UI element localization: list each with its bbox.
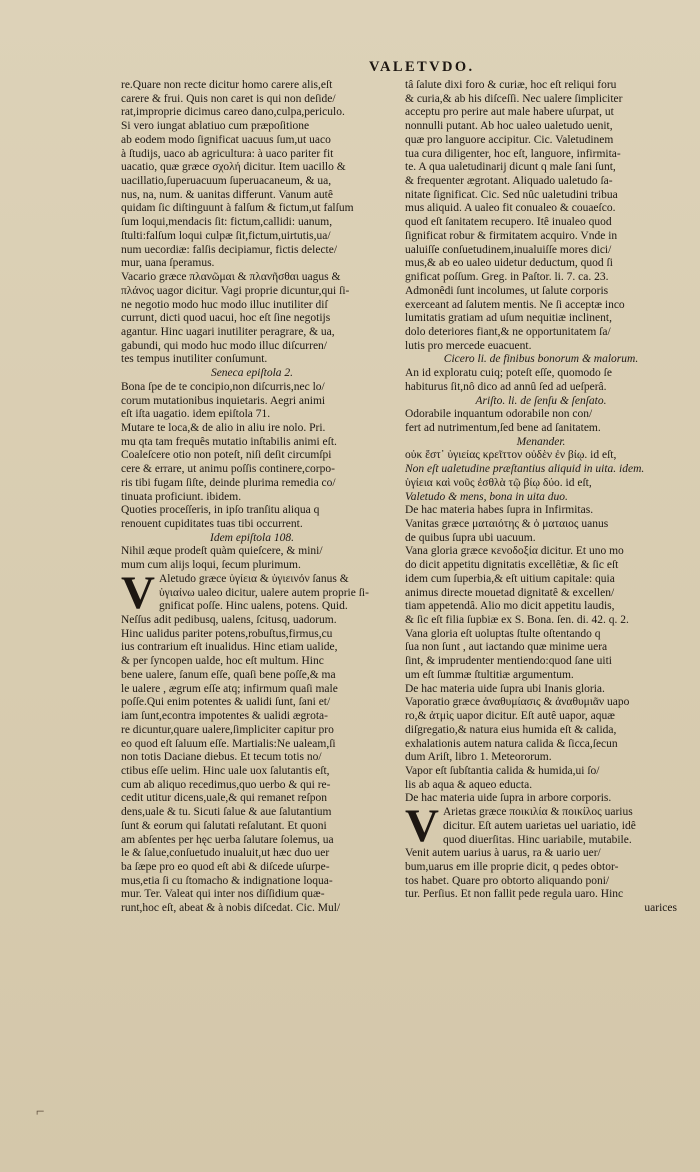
- text-line: am abſentes per hęc uerba ſalutare ſolemus, ua: [121, 833, 334, 846]
- text-line: Vanitas græce ματαιότης & ὁ ματαιος uanus: [405, 518, 609, 530]
- text-line: Vana gloria eſt uoluptas ſtulte oſtentando q: [405, 627, 601, 640]
- text-line: mus aliquid. A ualeo fit conualeo & couaeſco.: [405, 202, 616, 215]
- text-line: lumitatis gratiam ad uſum nequitiæ inclinent,: [405, 312, 612, 325]
- text-line: πλάνος uagor dicitur. Vagi proprie dicuntur,qui ſi-: [121, 284, 350, 297]
- text-line: renouent cupiditates tuas tibi occurrent.: [121, 518, 303, 530]
- text-line: currunt, dicti quod uacui, hoc eſt ſine negotijs: [121, 312, 331, 325]
- text-line: diſgregatio,& natura eius humida eſt & calida,: [405, 723, 617, 736]
- catchword: uarices: [644, 902, 677, 915]
- text-line: rat,improprie dicimus careo dano,culpa,periculo.: [121, 106, 345, 119]
- text-line: re.Quare non recte dicitur homo carere alis,eſt: [121, 79, 333, 91]
- text-line: gabundi, qui modo huc modo illuc diſcurren/: [121, 339, 328, 352]
- text-line: tinuata proficiunt. ibidem.: [121, 490, 242, 503]
- text-line: ba ſæpe pro eo quod eſt abi & diſcede uſurpe-: [121, 860, 330, 873]
- text-line: quod eſt ſanitatem recupero. Itê inualeo quod: [405, 216, 612, 229]
- margin-mark-icon: ⌐: [36, 1104, 45, 1120]
- text-line: mur. Ter. Valeat qui inter nos diſſidium quæ-: [121, 888, 325, 901]
- text-line: uacillatio,ſuperuacuum ſuperuacaneum, & ua,: [121, 175, 332, 188]
- text-line: dens,uale & tu. Sicuti ſalue & aue ſalutantium: [121, 806, 332, 819]
- text-line: tua cura diligenter, hoc eſt, languore, infirmita-: [405, 147, 621, 160]
- text-line: Hinc ualidus pariter potens,robuſtus,firmus,cu: [121, 627, 333, 640]
- text-line: tos habet. Quare pro obtorto aliquando poni/: [405, 874, 610, 887]
- text-line: bene ualere, ſanum eſſe, quaſi bene poſſe,& ma: [121, 668, 336, 681]
- drop-cap-v: V: [405, 800, 439, 853]
- text-line: de quibus ſupra ubi uacuum.: [405, 531, 536, 544]
- text-line: Non eſt ualetudine præſtantius aliquid in uita. idem.: [405, 463, 645, 476]
- text-line: De hac materia habes ſupra in Infirmitas.: [405, 504, 594, 517]
- text-line: acceptu pro perire aut male habere uſurpat, ut: [405, 106, 614, 119]
- text-line: ſum loqui,mendacis ſit: fictum,callidi: uanum,: [121, 216, 333, 229]
- text-line: corum mutationibus inquietaris. Aegri animi: [121, 394, 326, 407]
- text-line: ius contrarium eſt inualidus. Hinc etiam ualide,: [121, 641, 338, 654]
- text-line: bum,uarus em ille proprie dicit, q pedes obtor-: [405, 860, 619, 873]
- text-line: dum Ariſt, libro 1. Meteororum.: [405, 751, 552, 764]
- text-line: runt,hoc eſt, abeat & à nobis diſcedat. Cic. Mul/: [121, 902, 341, 915]
- text-line: Aletudo græce ὑγίεια & ὑγιεινόν ſanus &: [158, 572, 349, 585]
- text-line: le & ſalue,conſuetudo inualuit,ut hæc duo uer: [121, 847, 330, 860]
- text-line: Vaporatio græce ἀναθυμίασις & ἀναθυμιᾶν uapo: [405, 696, 630, 709]
- text-line: ſtulti:falſum loqui culpæ ſit,fictum,uirtutis,ua/: [121, 229, 331, 242]
- text-line: poſſe.Qui enim potentes & ualidi ſunt, ſani et/: [121, 696, 331, 709]
- text-line: cere & errare, ut animu poſſis continere,corpo-: [121, 463, 335, 476]
- text-line: re dicuntur,quare ualere,ſimpliciter capitur pro: [121, 723, 334, 736]
- text-line: dolo deteriores fiant,& ne opportunitatem ſa/: [405, 325, 611, 338]
- text-line: & curia,& ab his diſceſſi. Nec ualere ſimpliciter: [405, 92, 623, 105]
- text-line: animus directe mouetad dignitatê & excellen/: [405, 586, 615, 599]
- text-line: carere & frui. Quis non caret is qui non deſide/: [121, 92, 336, 105]
- text-line: Venit autem uarius à uarus, ra & uario uer/: [405, 847, 601, 860]
- text-line: mu qta tam frequês mutatio inſtabilis animi eſt.: [121, 435, 337, 448]
- text-line: Neſſus adit pedibusq, ualens, ſcitusq, uadorum.: [121, 614, 337, 627]
- text-line: ris tibi fugam ſiſte, deinde plurima remedia co/: [121, 476, 336, 489]
- text-line: mur, uana ſperamus.: [121, 257, 215, 270]
- text-line: Bona ſpe de te concipio,non diſcurris,nec lo/: [121, 380, 325, 393]
- text-line: eo quod eſt ſaluum eſſe. Martialis:Ne ualeam,ſi: [121, 737, 336, 750]
- running-head: VALETVDO.: [369, 59, 475, 75]
- text-line: Mutare te loca,& de alio in aliu ire nolo. Pri.: [121, 421, 326, 434]
- text-line: De hac materia uide ſupra ubi Inanis gloria.: [405, 682, 605, 695]
- text-line: nonnulli putant. Ab hoc ualeo ualetudo uenit,: [405, 120, 613, 133]
- text-line: iam ſunt,econtra impotentes & ualidi ægrota-: [121, 710, 328, 723]
- text-line: gnificat poſſum. Greg. in Paſtor. li. 7. ca. 23.: [405, 271, 609, 284]
- text-line: exhalationis autem natura calida & ſicca,ſecun: [405, 737, 618, 750]
- text-line: ro,& ἀτμὶς uapor dicitur. Eſt autê uapor, aquæ: [405, 710, 615, 723]
- text-line: lis ab aqua & aqueo educta.: [405, 778, 533, 791]
- text-line: ne negotio modo huc modo illuc inutiliter diſ: [121, 298, 328, 311]
- text-line: Si vero iungat ablatiuo cum præpoſitione: [121, 120, 310, 133]
- text-line: le ualere , ægrum eſſe atq; infirmum quaſi male: [121, 682, 338, 695]
- text-line: ſua non ſunt , aut iactando quæ minime uera: [405, 641, 608, 654]
- text-line: ὑγιαίνω ualeo dicitur, ualere autem proprie ſi-: [158, 586, 369, 599]
- text-line: Quoties proceſſeris, in ipſo tranſitu aliqua q: [121, 504, 320, 517]
- citation-heading: Ariſto. li. de ſenſu & ſenſato.: [475, 394, 607, 407]
- text-line: fert ad nutrimentum,ſed bene ad ſanitatem.: [405, 421, 601, 434]
- greek-line: ὑγίεια καὶ νοῦς ἐσθλὰ τῷ βίῳ δύο. id eſt,: [405, 476, 592, 489]
- text-line: uacatio, quæ græce σχολή dicitur. Item uacillo &: [121, 161, 346, 174]
- left-column: [121, 79, 383, 916]
- text-line: Admonêdi ſunt incolumes, ut ſalute corporis: [405, 284, 609, 297]
- text-line: tes tempus inutiliter conſumunt.: [121, 353, 268, 366]
- text-line: ab eodem modo ſignificat uacuus ſum,ut uaco: [121, 133, 331, 146]
- text-line: Arietas græce ποικιλία & ποικίλος uarius: [442, 806, 633, 819]
- text-line: ſunt & eorum qui ſalutati reſalutant. Et quoni: [121, 819, 327, 832]
- text-line: idem cum ſuperbia,& eſt uitium capitale: quia: [405, 572, 615, 585]
- text-line: do dicit appetitu dignitatis excellêtiæ, & ſic eſt: [405, 559, 619, 572]
- text-line: nitate ſignificat. Cic. Sed nûc ualetudini tribua: [405, 188, 618, 201]
- greek-line: οὐκ ἔστ᾽ ὑγιείας κρεῖττον οὐδὲν ἐν βίῳ. id eſt,: [405, 449, 617, 462]
- text-line: lutis pro mercede euacuent.: [405, 339, 532, 352]
- citation-heading: Cicero li. de finibus bonorum & malorum.: [443, 353, 639, 366]
- text-line: ſignificat robur & firmitatem acquiro. Vnde in: [405, 229, 618, 242]
- text-line: habiturus ſit,nô dico ad annû ſed ad ueſperâ.: [405, 380, 607, 393]
- text-line: & per ſyncopen ualde, hoc eſt multum. Hinc: [121, 655, 324, 668]
- text-line: nus, na, num. & uanitas differunt. Vanum autê: [121, 188, 333, 201]
- text-line: te. A qua ualetudinarij dicunt q male ſani ſunt,: [405, 161, 616, 174]
- drop-cap-v: V: [121, 566, 155, 619]
- citation-heading: Seneca epiſtola 2.: [210, 367, 294, 380]
- text-line: Coaleſcere otio non poteſt, niſi deſit circumſpi: [121, 449, 332, 462]
- text-line: quod diuerſitas. Hinc uariabile, mutabile.: [442, 833, 632, 846]
- text-line: non totis Daciane diebus. Et tecum totis no/: [121, 751, 322, 764]
- text-line: De hac materia uide ſupra in arbore corporis.: [405, 792, 612, 805]
- text-line: An id exploratu cuiq; poteſt eſſe, quomodo ſe: [405, 367, 612, 380]
- right-column: [405, 79, 677, 916]
- text-line: Vacario græce πλανῶμαι & πλανῆσθαι uagus &: [121, 271, 341, 284]
- text-line: exerceant ad ſalutem mentis. Ne ſi acceptæ inco: [405, 298, 625, 311]
- text-line: mus,etia ſi cu ſtomacho & indignatione loqua-: [121, 874, 333, 887]
- text-line: cedit utitur dicens,uale,& qui remanet reſpon: [121, 792, 327, 805]
- text-line: tâ ſalute dixi foro & curiæ, hoc eſt reliqui foru: [405, 79, 617, 91]
- text-line: tiam appetendâ. Alio mo dicit appetitu laudis,: [405, 600, 615, 613]
- citation-heading: Menander.: [516, 435, 566, 448]
- text-line: gnificat poſſe. Hinc ualens, potens. Quid.: [158, 600, 348, 613]
- text-line: Nihil æque prodeſt quàm quieſcere, & mini/: [121, 545, 323, 558]
- text-line: ualuiſſe conſuetudinem,inualuiſſe mores dici/: [405, 243, 612, 256]
- text-line: mus,& ab eo ualeo uidetur deductum, quod ſi: [405, 257, 613, 270]
- text-line: Vapor eſt ſubſtantia calida & humida,ui ſo/: [405, 764, 600, 777]
- citation-heading: Idem epiſtola 108.: [210, 531, 294, 544]
- text-line: ſint, & imprudenter mentiendo:quod ſane uiti: [405, 655, 612, 668]
- text-line: num uecordiæ: falſis decipiamur, fictis delecte/: [121, 243, 338, 256]
- text-line: agantur. Hinc uagari inutiliter peragrare, & ua,: [121, 325, 335, 338]
- text-line: à ſtudijs, uaco ab agricultura: à uaco pariter fit: [121, 147, 334, 160]
- text-line: ctibus eſſe uelim. Hinc uale uox ſalutantis eſt,: [121, 764, 330, 777]
- text-line: & frequenter ægrotant. Aliquado ualetudo ſa-: [405, 175, 613, 188]
- text-line: tur. Perſius. Et non fallit pede regula uaro. Hinc: [405, 888, 624, 901]
- text-line: & ſic eſt filia ſupbiæ ex S. Bona. ſen. di. 42. q. 2.: [405, 614, 629, 627]
- text-line: um eſt ſummæ ſtultitiæ argumentum.: [405, 668, 574, 681]
- text-line: dicitur. Eſt autem uarietas uel uariatio, idê: [442, 819, 636, 832]
- text-line: Odorabile inquantum odorabile non con/: [405, 408, 593, 421]
- text-line: cum ab aliquo recedimus,quo uerbo & qui re-: [121, 778, 331, 791]
- text-line: Vana gloria græce κενοδοξία dicitur. Et uno mo: [405, 545, 624, 558]
- text-line: quidam ſic diſtinguunt à falſum & fictum,ut falſum: [121, 202, 354, 215]
- text-line: quæ pro languore accipitur. Cic. Valetudinem: [405, 133, 614, 146]
- text-line: mum cum alijs loqui, ſecum plurimum.: [121, 559, 301, 572]
- text-line: eſt iſta uagatio. idem epiſtola 71.: [121, 408, 271, 421]
- text-line: Valetudo & mens, bona in uita duo.: [405, 490, 568, 503]
